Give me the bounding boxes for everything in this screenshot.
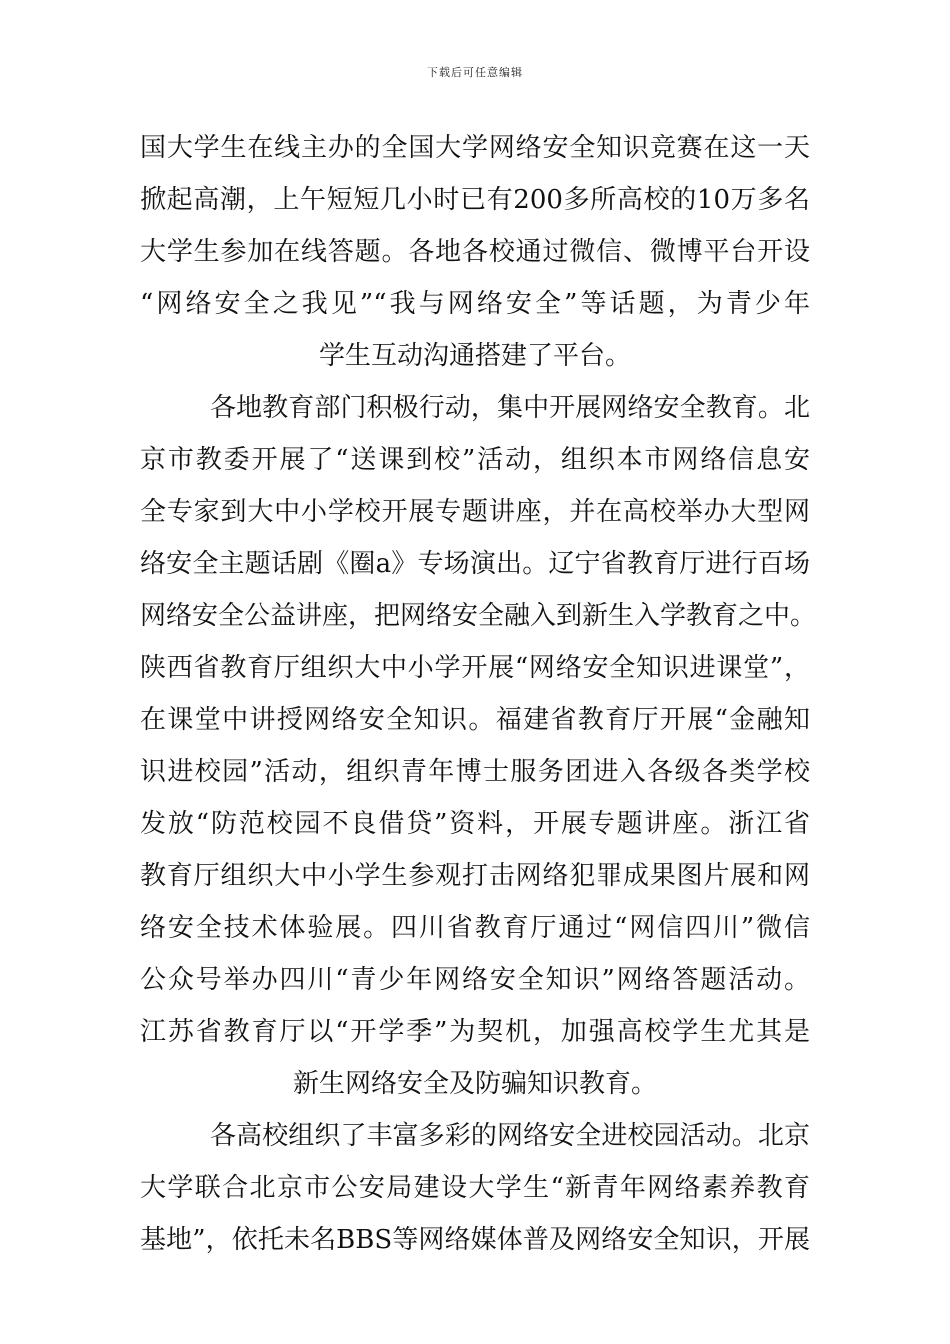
text-line-last: 学生互动沟通搭建了平台。 (318, 341, 631, 371)
text-line: 国大学生在线主办的全国大学网络安全知识竞赛在这一天 (140, 133, 810, 163)
text-line: 在课堂中讲授网络安全知识。福建省教育厅开展“金融知 (140, 705, 810, 735)
paragraph-1 (140, 122, 810, 382)
paragraph-2 (140, 382, 817, 1110)
text-line: “网络安全之我见”“我与网络安全”等话题，为青少年 (140, 289, 810, 319)
text-line: 识进校园”活动，组织青年博士服务团进入各级各类学校 (140, 757, 810, 787)
text-line: 陕西省教育厅组织大中小学开展“网络安全知识进课堂”， (140, 653, 810, 683)
document-body (140, 122, 817, 1266)
text-line: 络安全技术体验展。四川省教育厅通过“网信四川”微信 (140, 913, 810, 943)
text-line: 发放“防范校园不良借贷”资料，开展专题讲座。浙江省 (140, 809, 810, 839)
text-line: 江苏省教育厅以“开学季”为契机，加强高校学生尤其是 (140, 1017, 810, 1047)
paragraph-3 (140, 1110, 810, 1266)
text-line: 全专家到大中小学校开展专题讲座，并在高校举办大型网 (140, 497, 810, 527)
text-line: 公众号举办四川“青少年网络安全知识”网络答题活动。 (140, 965, 810, 995)
text-line: 大学生参加在线答题。各地各校通过微信、微博平台开设 (140, 237, 810, 267)
text-line: 掀起高潮，上午短短几小时已有200多所高校的10万多名 (140, 185, 810, 215)
text-line: 网络安全公益讲座，把网络安全融入到新生入学教育之中。 (140, 601, 817, 631)
text-line-last: 新生网络安全及防骗知识教育。 (292, 1069, 657, 1099)
text-line: 京市教委开展了“送课到校”活动，组织本市网络信息安 (140, 445, 810, 475)
text-line-first: 各高校组织了丰富多彩的网络安全进校园活动。北京 (210, 1121, 810, 1151)
text-line: 基地”，依托未名BBS等网络媒体普及网络安全知识，开展 (140, 1225, 810, 1255)
text-line: 络安全主题话剧《圈a》专场演出。辽宁省教育厅进行百场 (140, 549, 810, 579)
text-line: 大学联合北京市公安局建设大学生“新青年网络素养教育 (140, 1173, 810, 1203)
page-header-note: 下载后可任意编辑 (427, 66, 523, 79)
text-line: 教育厅组织大中小学生参观打击网络犯罪成果图片展和网 (140, 861, 810, 891)
text-line-first: 各地教育部门积极行动，集中开展网络安全教育。北 (210, 393, 810, 423)
